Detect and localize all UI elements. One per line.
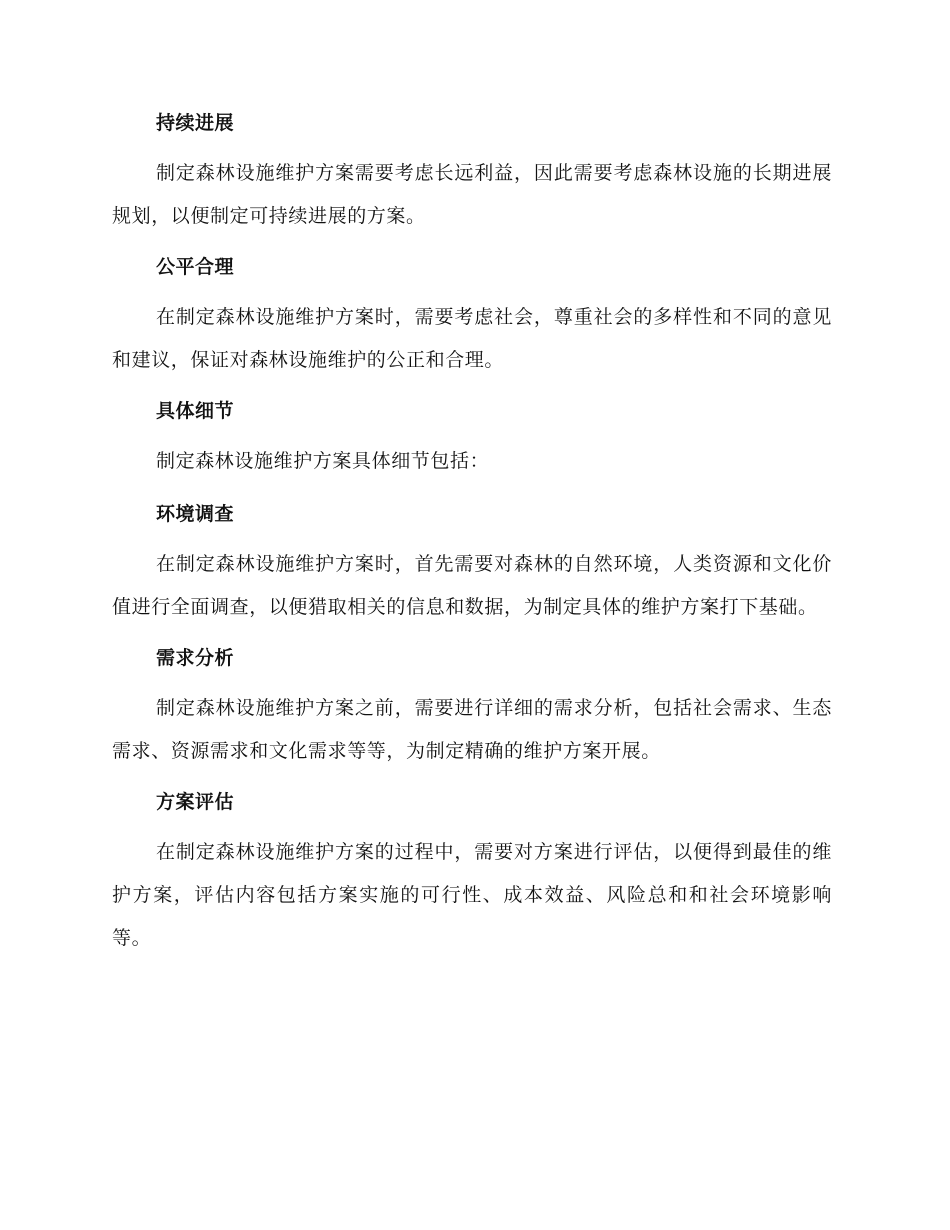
- section-paragraph: 在制定森林设施维护方案时，首先需要对森林的自然环境，人类资源和文化价值进行全面调查，以便猎取相关的信息和数据，为制定具体的维护方案打下基础。: [112, 553, 832, 618]
- section-paragraph: 制定森林设施维护方案需要考虑长远利益，因此需要考虑森林设施的长期进展规划，以便制定可持续进展的方案。: [112, 162, 832, 227]
- document-page: [112, 108, 832, 974]
- section-specific-details: [112, 396, 832, 483]
- section-sustainable-progress: [112, 108, 832, 238]
- section-paragraph: 制定森林设施维护方案具体细节包括：: [156, 450, 490, 472]
- section-environment-survey: [112, 499, 832, 629]
- section-plan-evaluation: [112, 787, 832, 960]
- section-heading: 环境调查: [156, 503, 235, 525]
- section-heading: 持续进展: [156, 112, 235, 134]
- section-heading: 公平合理: [156, 256, 235, 278]
- section-heading: 方案评估: [156, 791, 235, 813]
- section-heading: 需求分析: [156, 647, 235, 669]
- section-heading: 具体细节: [156, 400, 235, 422]
- section-paragraph: 制定森林设施维护方案之前，需要进行详细的需求分析，包括社会需求、生态需求、资源需求和文化需求等等，为制定精确的维护方案开展。: [112, 697, 832, 762]
- section-fair-reasonable: [112, 252, 832, 382]
- section-needs-analysis: [112, 643, 832, 773]
- section-paragraph: 在制定森林设施维护方案的过程中，需要对方案进行评估，以便得到最佳的维护方案，评估内容包括方案实施的可行性、成本效益、风险总和和社会环境影响等。: [112, 841, 832, 949]
- section-paragraph: 在制定森林设施维护方案时，需要考虑社会，尊重社会的多样性和不同的意见和建议，保证对森林设施维护的公正和合理。: [112, 306, 832, 371]
